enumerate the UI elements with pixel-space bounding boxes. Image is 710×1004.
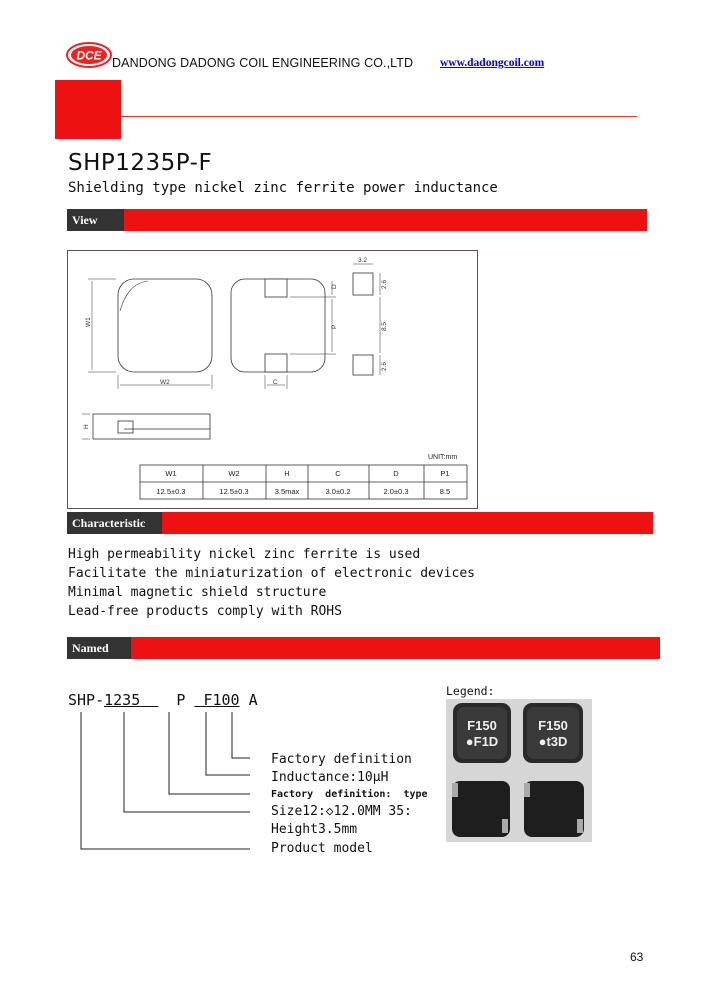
table-cell: 3.5max (274, 487, 300, 496)
dim-h: H (83, 424, 90, 429)
table-header: D (393, 469, 399, 478)
unit-label: UNIT:mm (428, 454, 458, 461)
pn-prefix: SHP- (68, 691, 105, 709)
dim-land-pitch: 8.5 (381, 321, 388, 331)
dim-land-d2: 2.6 (381, 361, 388, 371)
company-logo (66, 42, 112, 68)
company-name: DANDONG DADONG COIL ENGINEERING CO.,LTD (112, 56, 414, 70)
dim-w1: W1 (85, 317, 92, 327)
product-subtitle: Shielding type nickel zinc ferrite power inductance (68, 180, 498, 196)
marking-1-top: F150 (467, 718, 497, 733)
naming-desc-size: Size12:◇12.0MM 35: (271, 804, 412, 819)
naming-desc-factory: Factory definition (271, 752, 412, 767)
dim-c: C (273, 379, 278, 386)
pn-type: P (176, 691, 186, 709)
list-item: Lead-free products comply with ROHS (68, 604, 342, 619)
marking-2-top: F150 (538, 718, 568, 733)
list-item: Minimal magnetic shield structure (68, 585, 327, 600)
table-header: P1 (440, 469, 450, 478)
table-header: W2 (228, 469, 240, 478)
list-item: High permeability nickel zinc ferrite is used (68, 547, 421, 562)
table-cell: 12.5±0.3 (156, 487, 186, 496)
dim-p: P (331, 324, 338, 329)
inductor-top-1 (453, 703, 511, 763)
section-label-named: Named (67, 637, 131, 659)
dim-d: D (331, 284, 338, 289)
section-label-view: View (67, 209, 124, 231)
section-bar-view (67, 209, 647, 231)
header-divider (121, 116, 637, 117)
section-bar-characteristic (67, 512, 653, 534)
header-red-block (55, 80, 121, 139)
table-header: W1 (165, 469, 177, 478)
legend-label: Legend: (446, 684, 495, 698)
logo-text: DCE (76, 48, 102, 63)
table-cell: 12.5±0.3 (219, 487, 249, 496)
naming-desc-type: Factory definition: type (271, 789, 428, 800)
table-cell: 3.0±0.2 (325, 487, 351, 496)
section-label-characteristic: Characteristic (67, 512, 162, 534)
characteristics-list (68, 545, 475, 621)
table-cell: 2.0±0.3 (383, 487, 409, 496)
front-view-shape (118, 279, 212, 372)
section-bar-named (67, 637, 660, 659)
naming-leader-lines (60, 708, 280, 858)
pn-inductance: F100 (203, 691, 240, 709)
list-item: Facilitate the miniaturization of electronic devices (68, 566, 475, 581)
part-number-breakdown (68, 691, 258, 709)
page-number: 63 (630, 950, 644, 964)
dim-w2: W2 (160, 379, 170, 386)
naming-desc-height: Height3.5mm (271, 822, 358, 837)
dimension-drawing (67, 250, 478, 509)
inductor-bottom-1 (452, 781, 510, 837)
table-header: H (284, 469, 290, 478)
pn-factory: A (248, 691, 258, 709)
marking-2-bottom: ●t3D (538, 734, 568, 749)
naming-desc-model: Product model (271, 841, 373, 856)
legend-photo (446, 699, 592, 842)
naming-desc-inductance: Inductance:10μH (271, 770, 389, 785)
website-link[interactable]: www.dadongcoil.com (440, 57, 545, 69)
product-title: SHP1235P-F (68, 150, 213, 176)
table-cell: 8.5 (439, 487, 451, 496)
pn-size: 1235 (104, 691, 141, 709)
table-header: C (335, 469, 341, 478)
inductor-bottom-2 (524, 781, 584, 837)
dim-land-d1: 2.6 (381, 279, 388, 289)
marking-1-bottom: ●F1D (465, 734, 499, 749)
dim-land-width: 3.2 (358, 257, 368, 264)
inductor-top-2 (523, 703, 583, 763)
